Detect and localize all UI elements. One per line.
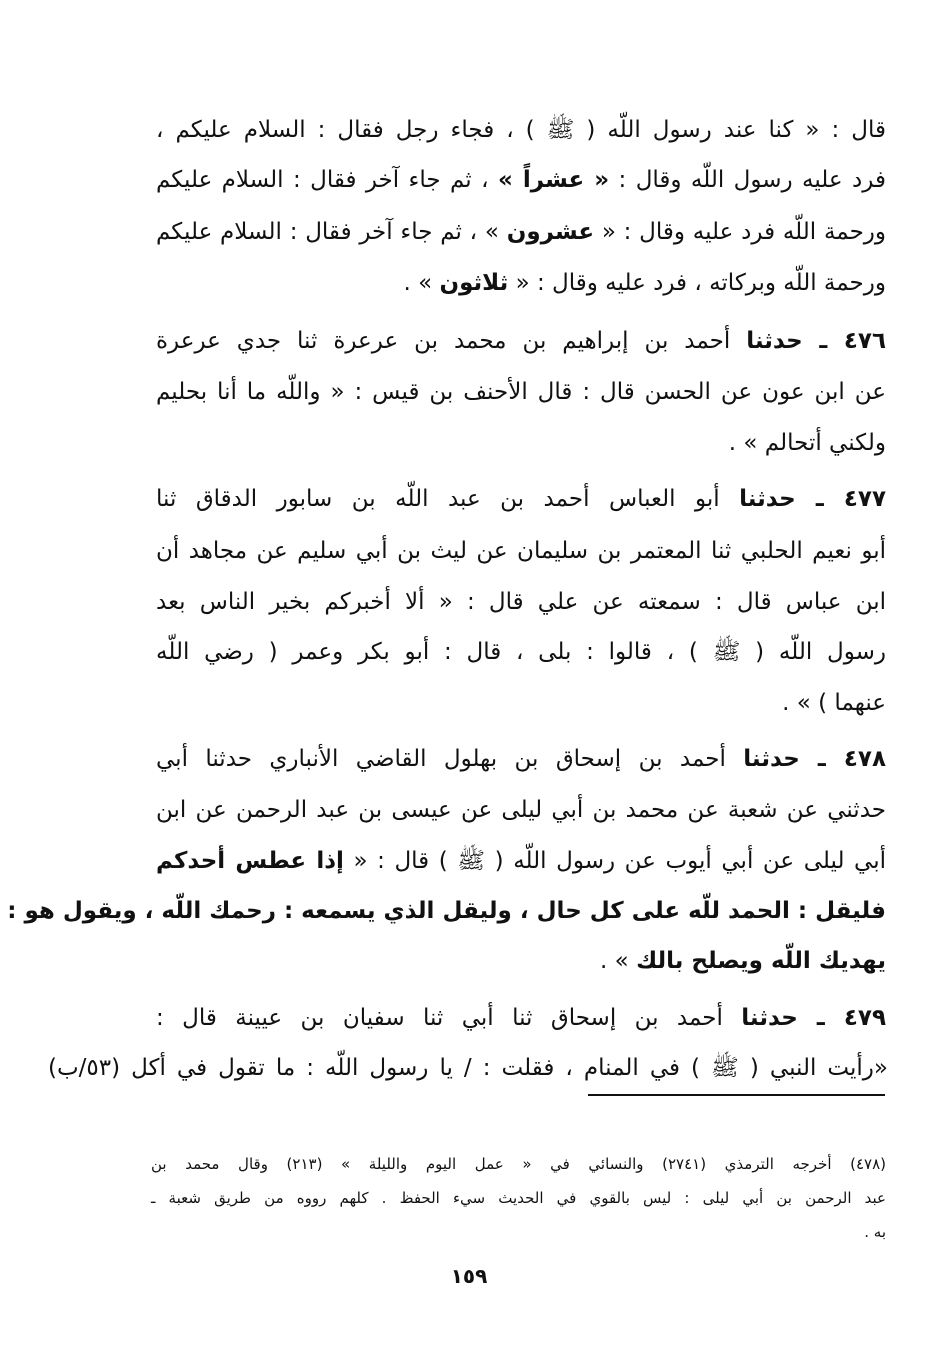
text-run: فليقل : الحمد للّه على كل حال ، وليقل الذي يسمعه : رحمك اللّه ، ويقول هو : xyxy=(7,898,886,924)
text-run: ورحمة اللّه فرد عليه وقال : « xyxy=(594,219,886,245)
text-line xyxy=(156,794,886,826)
text-line xyxy=(48,1052,888,1084)
text-line xyxy=(7,895,886,927)
hadith-number: ٤٧٩ ـ xyxy=(816,1005,887,1031)
bold-term: إذا عطس أحدكم xyxy=(156,848,344,874)
text-run: «رأيت النبي ( ﷺ ) في المنام ، فقلت : / يا رسول اللّه : ما تقول في أكل (٥٣/ب) xyxy=(48,1055,888,1081)
hadith-number: ٤٧٨ ـ xyxy=(817,746,887,772)
bold-term: يهديك اللّه ويصلح بالك xyxy=(636,948,886,974)
text-run: أبو نعيم الحلبي ثنا المعتمر بن سليمان عن ليث بن أبي سليم عن مجاهد أن xyxy=(156,538,886,564)
haddathana-label: حدثنا xyxy=(746,328,820,354)
hadith-heading-line xyxy=(156,743,886,775)
text-line xyxy=(156,945,886,977)
text-line xyxy=(156,687,886,719)
footnote-line xyxy=(151,1221,886,1243)
text-run: أبو العباس أحمد بن عبد اللّه بن سابور الدقاق ثنا xyxy=(156,486,740,512)
haddathana-label: حدثنا xyxy=(743,746,818,772)
hadith-heading-line xyxy=(156,1002,886,1034)
text-line xyxy=(156,636,886,668)
bold-term: ثلاثون xyxy=(439,270,509,296)
hadith-heading-line xyxy=(156,325,886,357)
footnote-separator xyxy=(588,1094,885,1096)
bold-term: « عشراً » xyxy=(497,167,610,193)
page-number: ١٥٩ xyxy=(450,1264,488,1288)
haddathana-label: حدثنا xyxy=(741,1005,817,1031)
text-run: ، ثم جاء آخر فقال : السلام عليكم xyxy=(156,167,498,193)
text-run: عن ابن عون عن الحسن قال : قال الأحنف بن قيس : « واللّه ما أنا بحليم xyxy=(156,379,886,405)
footnote-line xyxy=(151,1187,886,1209)
bold-term: عشرون xyxy=(506,219,595,245)
footnote-line xyxy=(151,1153,886,1175)
text-line xyxy=(156,586,886,618)
footnote-text: (٤٧٨) أخرجه الترمذي (٢٧٤١) والنسائي في « عمل اليوم والليلة » (٢١٣) وقال محمد بن xyxy=(151,1155,886,1173)
text-run: » . xyxy=(403,270,440,296)
hadith-number: ٤٧٧ ـ xyxy=(815,486,886,512)
text-run: ورحمة اللّه وبركاته ، فرد عليه وقال : « xyxy=(508,270,886,296)
text-line xyxy=(156,216,886,248)
text-run: » . xyxy=(600,948,637,974)
text-run: أبي ليلى عن أبي أيوب عن رسول اللّه ( ﷺ ) قال : « xyxy=(343,848,886,874)
text-run: حدثني عن شعبة عن محمد بن أبي ليلى عن عيسى بن عبد الرحمن عن ابن xyxy=(156,797,886,823)
text-run: رسول اللّه ( ﷺ ) ، قالوا : بلى ، قال : أبو بكر وعمر ( رضي اللّه xyxy=(156,639,886,665)
text-line xyxy=(156,845,886,877)
text-run: أحمد بن إبراهيم بن محمد بن عرعرة ثنا جدي عرعرة xyxy=(156,328,747,354)
text-line xyxy=(156,376,886,408)
hadith-number: ٤٧٦ ـ xyxy=(819,328,886,354)
footnote-text: عبد الرحمن بن أبي ليلى : ليس بالقوي في الحديث سيء الحفظ . كلهم رووه من طريق شعبة ـ xyxy=(151,1189,886,1207)
text-run: أحمد بن إسحاق بن بهلول القاضي الأنباري حدثنا أبي xyxy=(156,746,744,772)
text-line xyxy=(156,427,886,459)
text-run: قال : « كنا عند رسول اللّه ( ﷺ ) ، فجاء رجل فقال : السلام عليكم ، xyxy=(156,117,886,143)
text-run: فرد عليه رسول اللّه وقال : xyxy=(609,167,886,193)
footnote-text: به . xyxy=(864,1223,886,1241)
text-line xyxy=(156,114,886,146)
text-line xyxy=(156,267,886,299)
text-line xyxy=(156,535,886,567)
text-run: عنهما ) » . xyxy=(782,690,886,716)
text-line xyxy=(156,164,886,196)
haddathana-label: حدثنا xyxy=(739,486,816,512)
hadith-heading-line xyxy=(156,483,886,515)
text-run: ولكني أتحالم » . xyxy=(728,430,886,456)
text-run: » ، ثم جاء آخر فقال : السلام عليكم xyxy=(156,219,507,245)
text-run: ابن عباس قال : سمعته عن علي قال : « ألا أخبركم بخير الناس بعد xyxy=(156,589,886,615)
text-run: أحمد بن إسحاق ثنا أبي ثنا سفيان بن عيينة قال : xyxy=(156,1005,742,1031)
